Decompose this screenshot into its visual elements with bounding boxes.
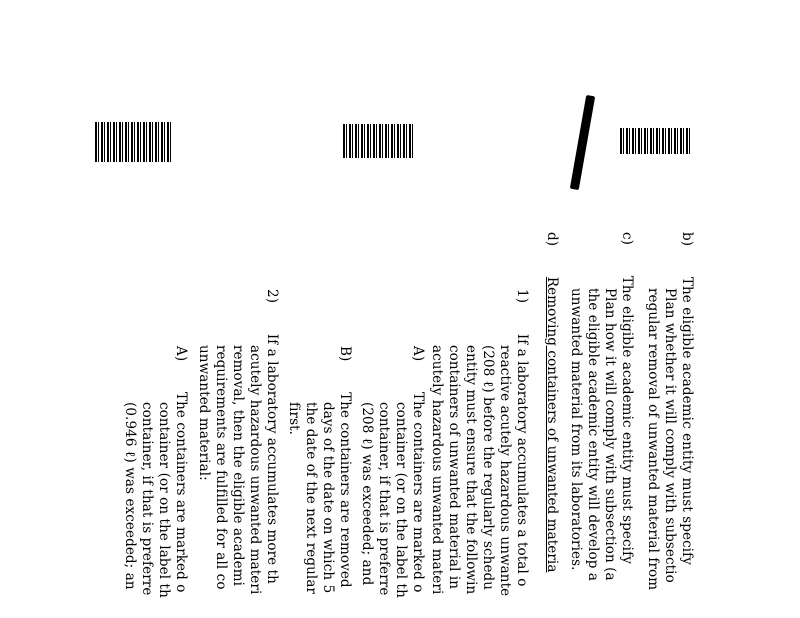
para-2-line-5: unwanted material: bbox=[196, 345, 212, 481]
para-d bbox=[543, 232, 560, 572]
heading-d: Removing containers of unwanted materia bbox=[544, 276, 560, 573]
para-2-A-line-4: (0.946 ℓ) was exceeded; an bbox=[122, 402, 138, 590]
para-2-A-line-1: The containers are marked o bbox=[173, 391, 189, 593]
para-b-line-2: Plan whether it will comply with subsectio bbox=[662, 288, 678, 583]
para-b-line-1: The eligible academic entity must specify bbox=[679, 276, 695, 565]
para-1-A bbox=[358, 346, 426, 598]
marker-b: b) bbox=[679, 232, 695, 247]
para-2-line-3: removal, then the eligible academi bbox=[230, 345, 246, 587]
para-2-A-line-3: container, if that is preferre bbox=[139, 402, 155, 596]
marker-d: d) bbox=[544, 232, 560, 247]
para-c bbox=[567, 232, 635, 581]
para-2-A-line-2: container (or on the label th bbox=[156, 402, 172, 598]
para-c-line-1: The eligible academic entity must specify bbox=[619, 275, 635, 564]
marker-c: c) bbox=[619, 232, 635, 246]
para-1-B-line-2: days of the date on which 5 bbox=[320, 402, 336, 594]
para-1-B-line-1: The containers are removed bbox=[337, 392, 353, 588]
redaction-mark-1 bbox=[95, 122, 173, 162]
para-1-line-4: entity must ensure that the followin bbox=[463, 345, 479, 595]
para-1-line-6: acutely hazardous unwanted materi bbox=[429, 345, 445, 595]
para-2-line-1: If a laboratory accumulates more th bbox=[264, 333, 280, 584]
handwritten-slash-mark bbox=[570, 95, 595, 190]
para-1-B bbox=[285, 346, 353, 594]
para-b bbox=[644, 232, 695, 590]
marker-2-A: A) bbox=[173, 346, 189, 362]
redaction-mark-2 bbox=[343, 124, 415, 158]
marker-1: 1) bbox=[514, 289, 530, 304]
para-2-line-2: acutely hazardous unwanted materi bbox=[247, 345, 263, 595]
para-1-A-line-2: container (or on the label th bbox=[393, 402, 409, 598]
redaction-mark-3 bbox=[620, 128, 690, 154]
para-1-B-line-4: first. bbox=[286, 402, 302, 436]
para-1-A-line-3: container, if that is preferre bbox=[376, 402, 392, 596]
para-c-line-4: unwanted material from its laboratories. bbox=[568, 288, 584, 571]
marker-1-B: B) bbox=[337, 346, 353, 362]
marker-1-A: A) bbox=[410, 346, 426, 362]
para-2-line-4: requirements are fulfilled for all co bbox=[213, 345, 229, 590]
para-1-line-2: reactive acutely hazardous unwante bbox=[497, 345, 513, 597]
para-c-line-2: Plan how it will comply with subsection (a bbox=[602, 288, 618, 581]
para-c-line-3: the eligible academic entity will develop a bbox=[585, 288, 601, 582]
para-1-A-line-4: (208 ℓ) was exceeded; and bbox=[359, 402, 375, 586]
para-2 bbox=[195, 289, 280, 594]
marker-2: 2) bbox=[264, 289, 280, 304]
para-1-A-line-1: The containers are marked o bbox=[410, 391, 426, 593]
para-1 bbox=[428, 289, 530, 596]
para-1-line-3: (208 ℓ) before the regularly schedu bbox=[480, 345, 496, 591]
para-1-line-1: If a laboratory accumulates a total o bbox=[514, 333, 530, 587]
para-b-line-3: regular removal of unwanted material from bbox=[645, 288, 661, 591]
para-1-B-line-3: the date of the next regular bbox=[303, 402, 319, 595]
para-2-A bbox=[121, 346, 189, 598]
para-1-line-5: containers of unwanted material in bbox=[446, 345, 462, 590]
